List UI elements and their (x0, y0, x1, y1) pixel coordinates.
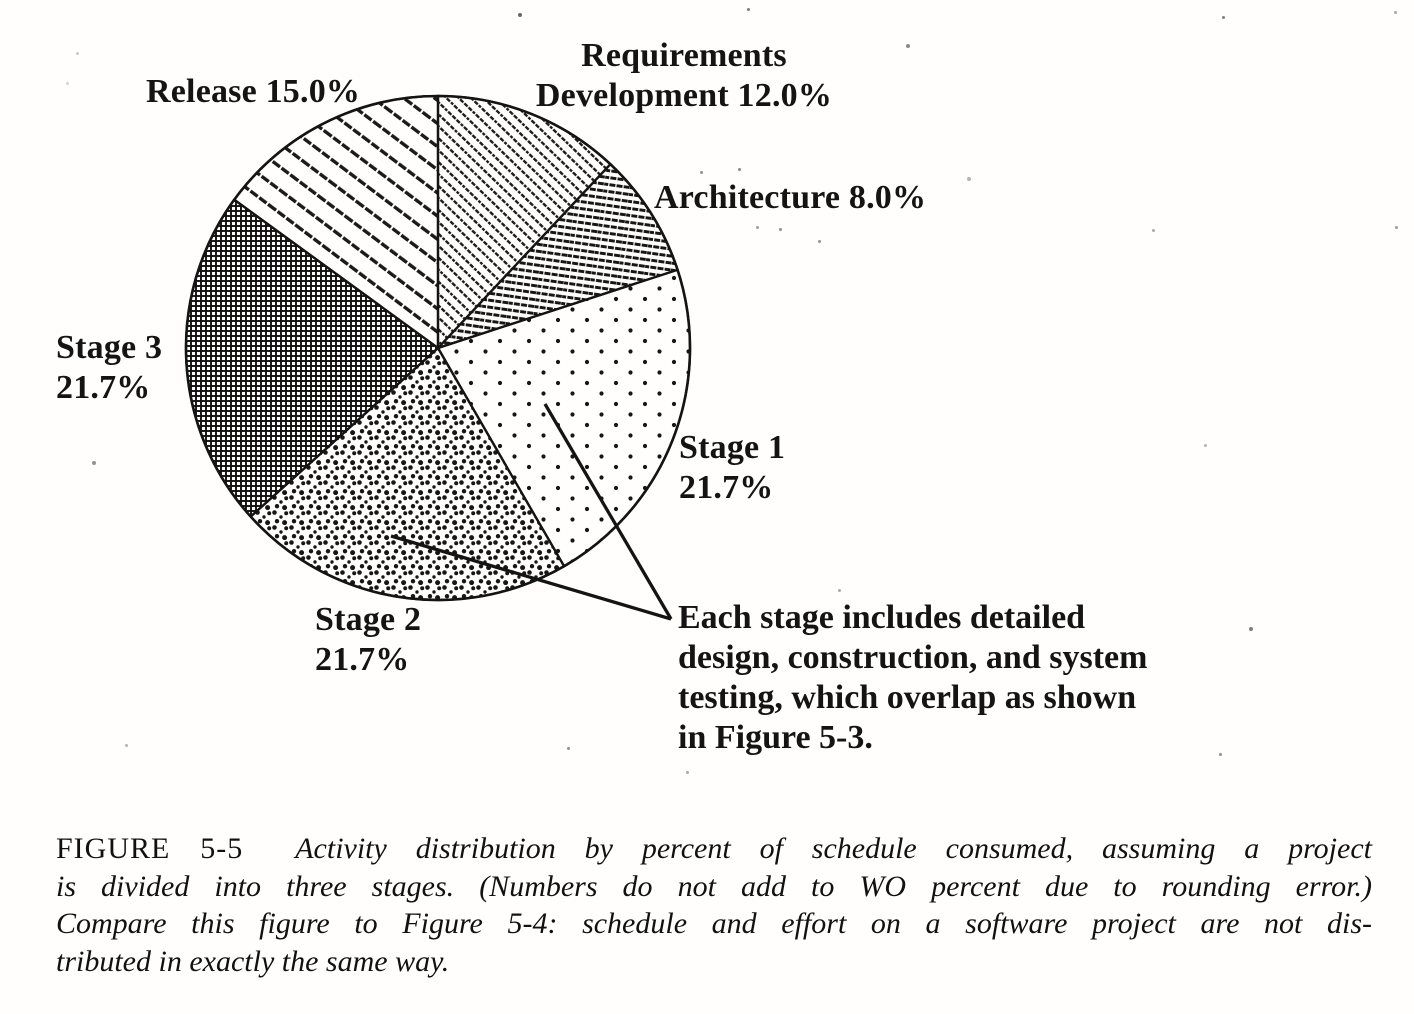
label-line: Stage 3 (56, 329, 163, 366)
scan-speck (1395, 226, 1398, 229)
scan-speck (1152, 229, 1155, 232)
stage-annotation (678, 598, 1278, 758)
label-line: Requirements (581, 37, 787, 74)
annotation-line: Each stage includes detailed (678, 599, 1086, 636)
label-line: 21.7% (315, 641, 410, 678)
caption-line: Compare this figure to Figure 5-4: schedule and effort on a software project are not dis- (56, 907, 1372, 940)
scan-speck (779, 228, 782, 231)
caption-line: tributed in exactly the same way. (56, 944, 450, 978)
scan-speck (1394, 11, 1397, 14)
scan-speck (66, 82, 69, 85)
label-architecture (654, 178, 926, 218)
annotation-line: in Figure 5-3. (678, 719, 873, 756)
scan-speck (1222, 16, 1225, 19)
annotation-line: testing, which overlap as shown (678, 679, 1137, 716)
label-line: Release 15.0% (146, 73, 361, 110)
label-line: 21.7% (679, 469, 774, 506)
scan-speck (967, 177, 971, 181)
scan-speck (1219, 753, 1222, 756)
caption-line (56, 830, 1372, 868)
label-line: Development 12.0% (535, 77, 833, 114)
label-stage2 (315, 600, 421, 680)
scan-speck (125, 744, 128, 747)
caption-line: is divided into three stages. (Numbers do not add to WO percent due to rounding error.) (56, 869, 1372, 903)
scan-speck (1249, 627, 1253, 631)
scan-speck (567, 747, 570, 750)
figure-number-label: FIGURE 5-5 (56, 832, 244, 865)
label-release (146, 72, 360, 112)
caption-text: Activity distribution by percent of schedule consumed, assuming a project (295, 832, 1372, 865)
label-line: 21.7% (56, 369, 151, 406)
annotation-line: design, construction, and system (678, 639, 1148, 676)
label-line: Stage 1 (679, 429, 786, 466)
scan-speck (756, 226, 759, 229)
label-stage3 (56, 328, 162, 408)
label-line: Stage 2 (315, 601, 422, 638)
scan-speck (747, 8, 750, 11)
scan-speck (700, 171, 703, 174)
scan-speck (838, 589, 841, 592)
label-requirements-development (513, 36, 855, 116)
label-line: Architecture 8.0% (654, 179, 927, 216)
scan-speck (1204, 444, 1207, 447)
scan-speck (738, 168, 741, 171)
label-stage1 (679, 428, 785, 508)
scan-speck (518, 13, 522, 17)
scan-speck (686, 771, 689, 774)
figure-caption (56, 830, 1372, 980)
scan-speck (92, 461, 96, 465)
scan-speck (76, 52, 79, 55)
scan-speck (906, 44, 910, 48)
scan-speck (818, 240, 821, 243)
